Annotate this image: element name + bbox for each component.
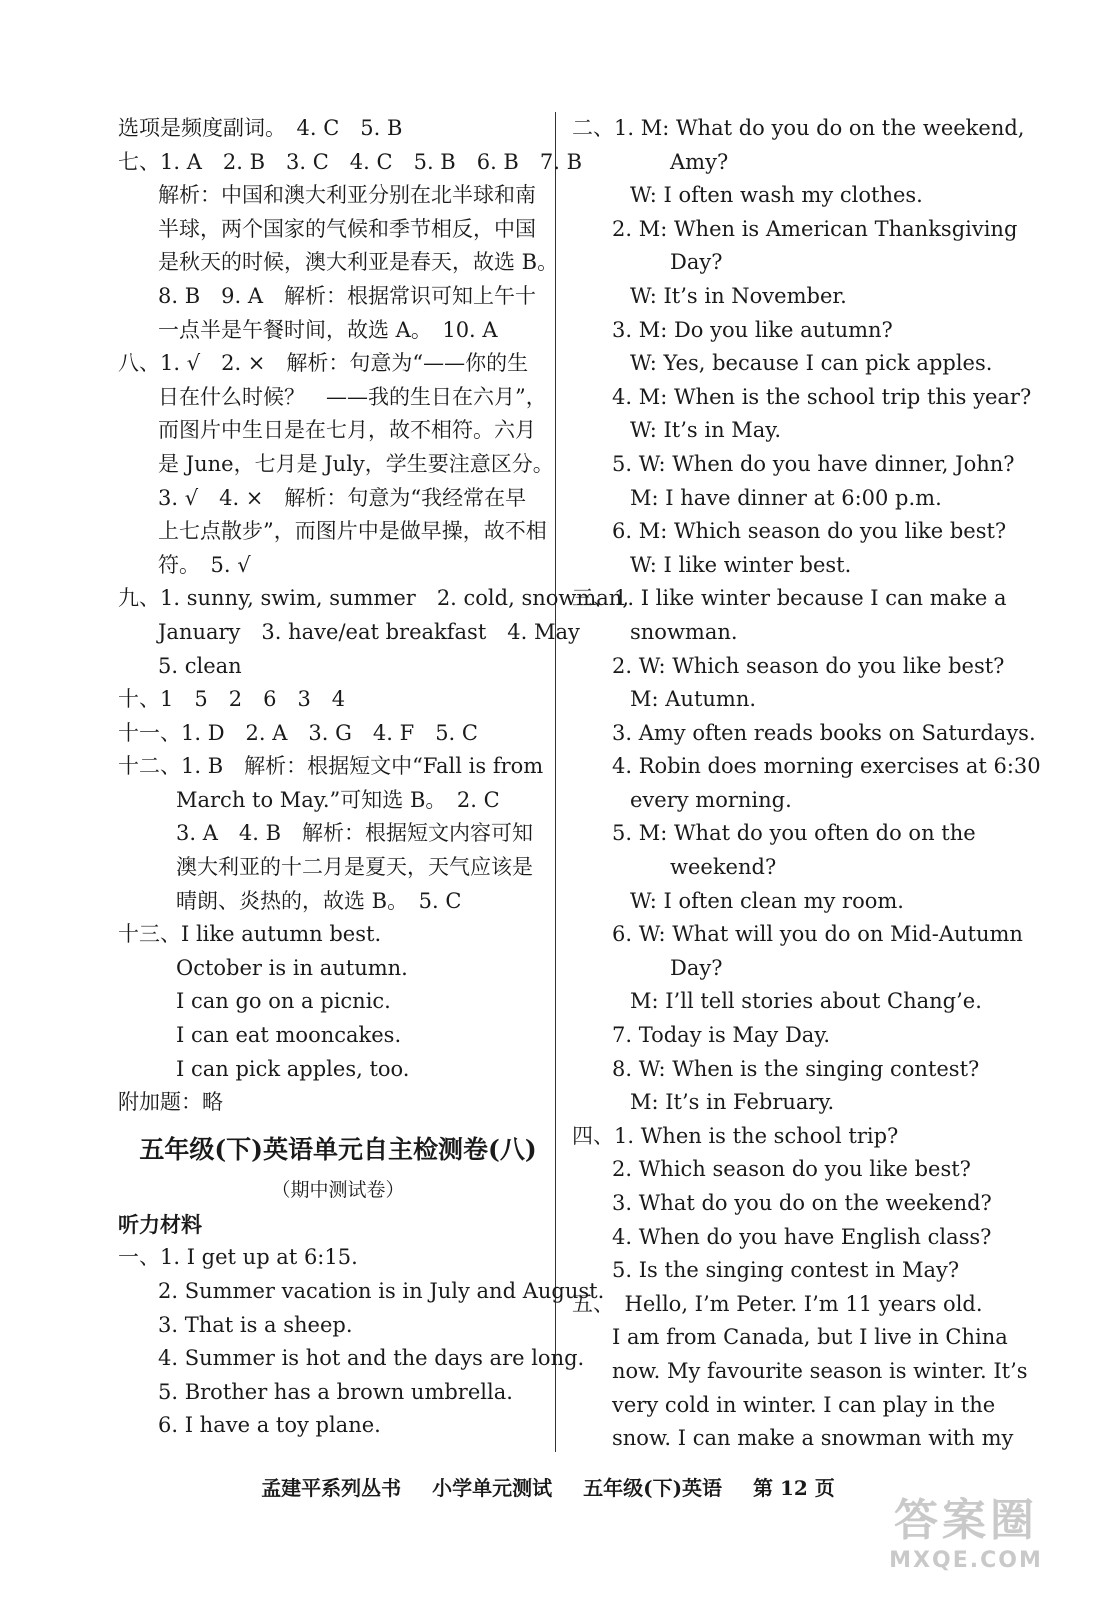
listening-line: W: I like winter best. — [630, 552, 852, 577]
listening-line: 五、 Hello, I’m Peter. I’m 11 years old. — [572, 1291, 983, 1316]
answer-line: March to May.”可知选 B。 2. C — [176, 787, 500, 812]
listening-line: weekend? — [670, 855, 777, 880]
listening-line: 3. Amy often reads books on Saturdays. — [612, 720, 1036, 745]
listening-line: 6. I have a toy plane. — [158, 1413, 381, 1438]
listening-line: Day? — [670, 955, 723, 980]
listening-line: now. My favourite season is winter. It’s — [612, 1358, 1028, 1383]
listening-line: 5. Is the singing contest in May? — [612, 1258, 960, 1283]
answer-line: 九、1. sunny, swim, summer 2. cold, snowman, — [118, 586, 629, 611]
listening-line: 6. M: Which season do you like best? — [612, 519, 1007, 544]
listening-line: M: I have dinner at 6:00 p.m. — [630, 485, 942, 510]
footer-series: 孟建平系列丛书 — [261, 1476, 402, 1500]
answer-line: I can eat mooncakes. — [176, 1023, 402, 1048]
answer-line: January 3. have/eat breakfast 4. May — [158, 619, 580, 644]
listening-line: 3. M: Do you like autumn? — [612, 317, 893, 342]
listening-line: 6. W: What will you do on Mid-Autumn — [612, 922, 1023, 947]
footer-grade: 五年级(下)英语 — [583, 1476, 723, 1500]
answer-line: 七、1. A 2. B 3. C 4. C 5. B 6. B 7. B — [118, 149, 583, 174]
answer-line: 十二、1. B 解析：根据短文中“Fall is from — [118, 754, 544, 779]
listening-line: 三、1. I like winter because I can make a — [572, 586, 1007, 611]
listening-line: 2. W: Which season do you like best? — [612, 653, 1005, 678]
listening-line: 4. Summer is hot and the days are long. — [158, 1346, 585, 1371]
answer-line: 选项是频度副词。 4. C 5. B — [118, 116, 403, 140]
listening-line: 二、1. M: What do you do on the weekend, — [572, 116, 1025, 140]
answer-line: 一点半是午餐时间，故选 A。 10. A — [158, 317, 498, 342]
listening-line: 5. Brother has a brown umbrella. — [158, 1379, 513, 1404]
listening-line: Day? — [670, 250, 723, 275]
answer-line: 日在什么时候？ ——我的生日在六月”， — [158, 384, 547, 409]
footer-page-number: 第 12 页 — [753, 1476, 835, 1500]
listening-line: 2. Summer vacation is in July and August. — [158, 1279, 605, 1303]
listening-line: snowman. — [630, 619, 738, 644]
answer-line: 澳大利亚的十二月是夏天，天气应该是 — [176, 855, 533, 880]
listening-line: M: Autumn. — [630, 687, 757, 712]
listening-line: 4. M: When is the school trip this year? — [612, 384, 1032, 409]
answer-line: 半球，两个国家的气候和季节相反，中国 — [158, 216, 536, 241]
answer-line: 3. √ 4. × 解析：句意为“我经常在早 — [158, 485, 527, 510]
listening-line: M: It’s in February. — [630, 1090, 835, 1115]
listening-line: 2. Which season do you like best? — [612, 1157, 971, 1182]
listening-line: every morning. — [630, 787, 792, 812]
answer-line: 附加题：略 — [118, 1090, 223, 1115]
answer-line: 晴朗、炎热的，故选 B。 5. C — [176, 888, 462, 913]
answer-line: 十、1 5 2 6 3 4 — [118, 687, 346, 712]
listening-line: 7. Today is May Day. — [612, 1023, 831, 1048]
listening-line: M: I’ll tell stories about Chang’e. — [630, 989, 982, 1014]
answer-line: 解析：中国和澳大利亚分别在北半球和南 — [158, 183, 536, 208]
listening-line: W: Yes, because I can pick apples. — [630, 351, 993, 376]
answer-line: 符。 5. √ — [158, 552, 251, 577]
listening-line: very cold in winter. I can play in the — [612, 1392, 996, 1417]
answer-line: 8. B 9. A 解析：根据常识可知上午十 — [158, 283, 537, 308]
listening-line: W: It’s in November. — [630, 283, 847, 308]
listening-line: 3. That is a sheep. — [158, 1312, 353, 1337]
answer-line: 是秋天的时候，澳大利亚是春天，故选 B。 — [158, 250, 559, 275]
watermark — [866, 1494, 1066, 1580]
listening-line: 3. What do you do on the weekend? — [612, 1191, 992, 1215]
answer-line: I can go on a picnic. — [176, 989, 391, 1014]
listening-line: W: It’s in May. — [630, 418, 782, 443]
listening-line: 4. Robin does morning exercises at 6:30 — [612, 754, 1041, 779]
answer-line: 3. A 4. B 解析：根据短文内容可知 — [176, 821, 534, 846]
watermark-url: MXQE.COM — [889, 1548, 1043, 1573]
listening-line: 4. When do you have English class? — [612, 1224, 992, 1249]
listening-line: I am from Canada, but I live in China — [612, 1325, 1008, 1350]
answer-line: 上七点散步”，而图片中是做早操，故不相 — [158, 519, 547, 544]
left-column — [118, 112, 629, 1443]
right-column — [572, 112, 1041, 1456]
answer-line: 5. clean — [158, 653, 242, 678]
section-title: 五年级(下)英语单元自主检测卷(八) — [139, 1134, 537, 1164]
section-subtitle: （期中测试卷） — [271, 1178, 405, 1201]
listening-line: 一、1. I get up at 6:15. — [118, 1245, 358, 1270]
answer-line: I can pick apples, too. — [176, 1056, 410, 1081]
watermark-logo: 答案圈 — [894, 1495, 1038, 1546]
listening-heading: 听力材料 — [118, 1211, 202, 1237]
listening-line: 8. W: When is the singing contest? — [612, 1056, 980, 1081]
footer-book: 小学单元测试 — [432, 1476, 553, 1500]
listening-line: 2. M: When is American Thanksgiving — [612, 216, 1018, 241]
answer-line: 十三、I like autumn best. — [118, 922, 382, 947]
answer-line: 八、1. √ 2. × 解析：句意为“——你的生 — [118, 351, 529, 376]
listening-line: 四、1. When is the school trip? — [572, 1123, 899, 1148]
listening-line: W: I often wash my clothes. — [630, 183, 923, 208]
listening-line: W: I often clean my room. — [630, 888, 904, 913]
answer-line: 是 June，七月是 July，学生要注意区分。 — [158, 451, 554, 476]
listening-line: Amy? — [670, 149, 729, 174]
listening-line: 5. W: When do you have dinner, John? — [612, 451, 1015, 476]
answer-line: 而图片中生日是在七月，故不相符。六月 — [158, 418, 536, 443]
answer-line: October is in autumn. — [176, 955, 408, 980]
listening-line: 5. M: What do you often do on the — [612, 821, 976, 846]
answer-line: 十一、1. D 2. A 3. G 4. F 5. C — [118, 720, 478, 745]
listening-line: snow. I can make a snowman with my — [612, 1426, 1014, 1451]
